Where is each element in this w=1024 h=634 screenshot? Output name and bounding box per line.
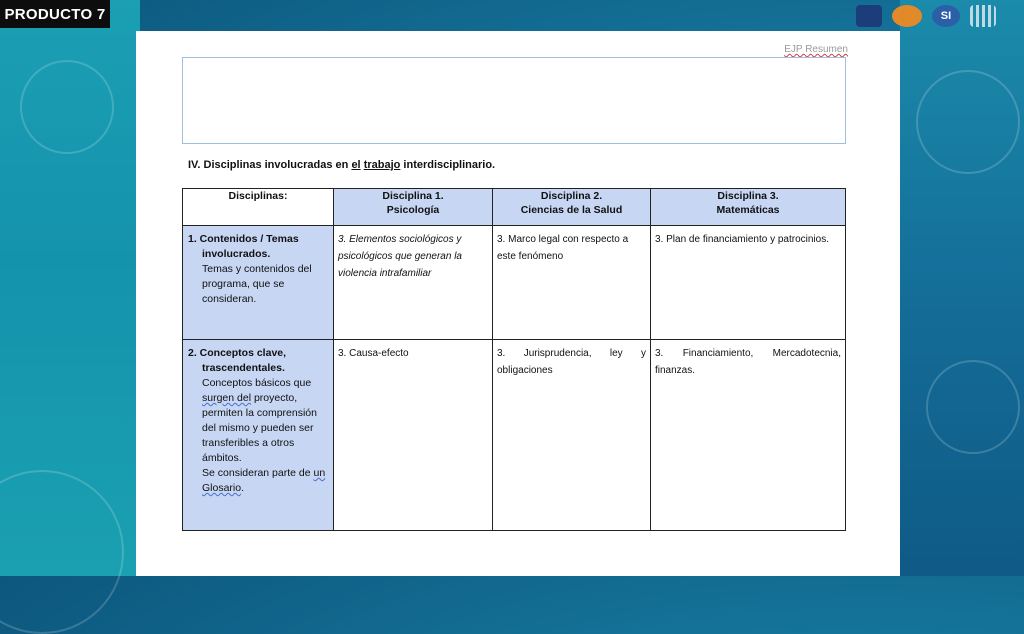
table-cell: 3. Plan de financiamiento y patrocinios. <box>651 226 846 340</box>
table-cell: 3. Elementos sociológicos y psicológicos que generan la violencia intrafamiliar <box>334 226 493 340</box>
logo-strip <box>856 5 996 27</box>
decorative-ring <box>916 70 1020 174</box>
section-title-suffix: interdisciplinario. <box>400 159 496 171</box>
header-note: EJP Resumen <box>784 44 848 55</box>
row-label-contenidos: 1. Contenidos / Temas involucrados. Temas y contenidos del programa, que se consideran. <box>183 226 334 340</box>
product-label: PRODUCTO 7 <box>0 0 110 28</box>
header-disciplinas: Disciplinas: <box>183 189 334 226</box>
document-page <box>136 31 900 576</box>
disciplines-table <box>182 188 846 531</box>
table-cell: 3. Jurisprudencia, ley y obligaciones <box>493 340 651 531</box>
header-disciplina-1: Disciplina 1. Psicología <box>334 189 493 226</box>
section-title-prefix: IV. Disciplinas involucradas en <box>188 159 352 171</box>
decorative-ring <box>926 360 1020 454</box>
section-title-underlined-2: trabajo <box>363 159 401 171</box>
header-disciplina-2: Disciplina 2. Ciencias de la Salud <box>493 189 651 226</box>
bars-logo-icon <box>970 5 996 27</box>
section-title-underlined-1: el <box>351 159 361 171</box>
section-title <box>188 159 495 171</box>
ceiba-logo-icon <box>892 5 922 27</box>
table-header-row <box>183 189 846 226</box>
decorative-ring <box>20 60 114 154</box>
table-cell: 3. Marco legal con respecto a este fenómeno <box>493 226 651 340</box>
table-row <box>183 226 846 340</box>
si-logo-icon: SI <box>932 5 960 27</box>
empty-text-box <box>182 57 846 144</box>
table-row <box>183 340 846 531</box>
header-disciplina-3: Disciplina 3. Matemáticas <box>651 189 846 226</box>
table-cell: 3. Causa-efecto <box>334 340 493 531</box>
row-label-conceptos: 2. Conceptos clave, trascendentales. Conceptos básicos que surgen del proyecto, permiten la comprensión del mismo y pueden ser transferibles a otros ámbitos. Se consideran parte de un Glosario. <box>183 340 334 531</box>
table-cell: 3. Financiamiento, Mercadotecnia, finanzas. <box>651 340 846 531</box>
unam-logo-icon <box>856 5 882 27</box>
